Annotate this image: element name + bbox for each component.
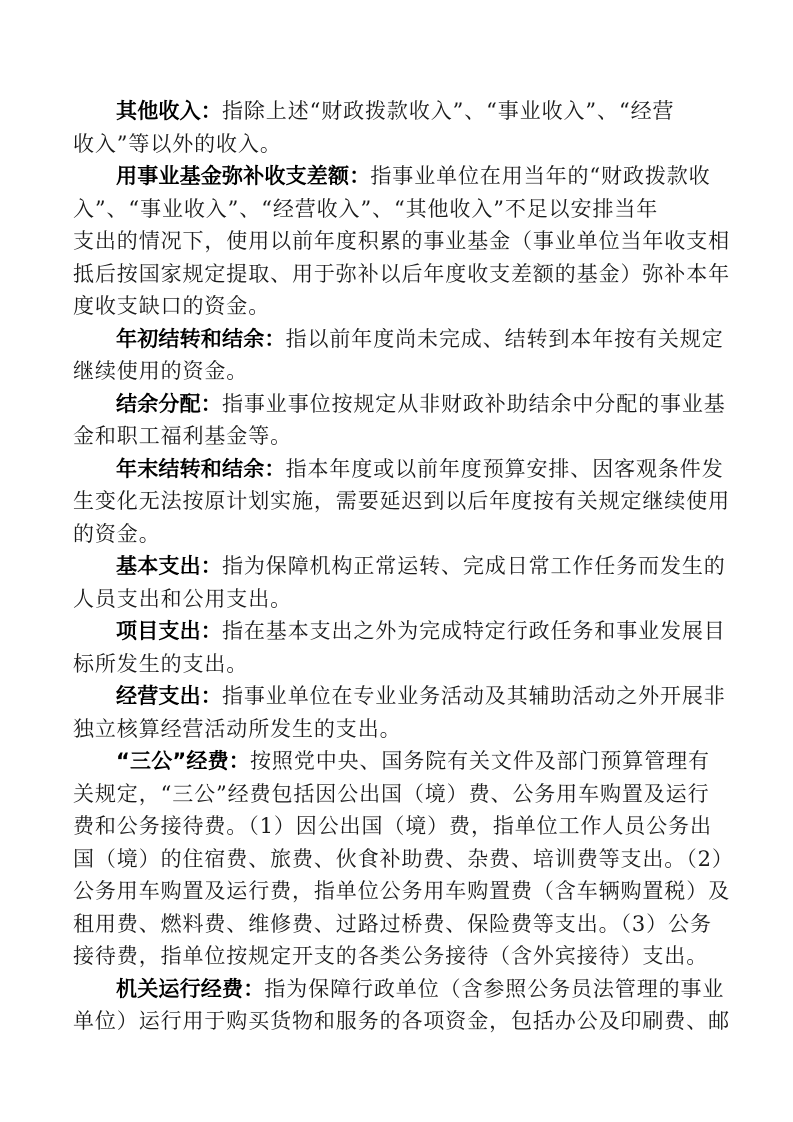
body-text: 支出的情况下，使用以前年度积累的事业基金（事业单位当年收支相 bbox=[73, 229, 730, 253]
text-line bbox=[73, 388, 726, 421]
text-line bbox=[73, 225, 730, 258]
body-text: 指本年度或以前年度预算安排、因客观条件发 bbox=[285, 456, 724, 481]
text-line bbox=[73, 1005, 730, 1038]
definition-paragraph bbox=[73, 745, 734, 973]
text-line bbox=[73, 875, 730, 908]
text-line bbox=[73, 160, 723, 193]
term-heading: 基本支出： bbox=[116, 554, 222, 578]
body-text: 生变化无法按原计划实施，需要延迟到以后年度按有关规定继续使用 bbox=[73, 489, 730, 513]
text-line bbox=[73, 940, 723, 973]
definition-paragraph bbox=[73, 550, 726, 615]
text-line bbox=[73, 973, 723, 1006]
text-line bbox=[73, 908, 723, 941]
body-text: 指以前年度尚未完成、结转到本年按有关规定 bbox=[285, 326, 724, 351]
body-text: 指除上述“财政拨款收入”、“事业收入”、“经营 bbox=[222, 99, 675, 123]
term-heading: 机关运行经费： bbox=[116, 976, 265, 1001]
body-text: 抵后按国家规定提取、用于弥补以后年度收支差额的基金）弥补本年 bbox=[73, 261, 730, 286]
body-text: 度收支缺口的资金。 bbox=[73, 294, 271, 318]
text-line bbox=[73, 453, 723, 486]
term-heading: 结余分配： bbox=[116, 391, 222, 416]
body-text: 收入”等以外的收入。 bbox=[73, 131, 282, 156]
body-text: 费和公务接待费。（1）因公出国（境）费，指单位工作人员公务出 bbox=[73, 814, 712, 838]
text-line bbox=[73, 258, 730, 291]
definition-paragraph bbox=[73, 160, 730, 323]
body-text: 公务用车购置及运行费，指单位公务用车购置费（含车辆购置税）及 bbox=[73, 879, 730, 903]
text-line bbox=[73, 420, 723, 453]
body-text: 的资金。 bbox=[73, 521, 161, 546]
body-text: 单位）运行用于购买货物和服务的各项资金，包括办公及印刷费、邮 bbox=[73, 1009, 730, 1033]
definition-paragraph bbox=[73, 388, 726, 453]
body-text: 关规定，“三公”经费包括因公出国（境）费、公务用车购置及运行 bbox=[73, 781, 710, 806]
body-text: 国（境）的住宿费、旅费、伙食补助费、杂费、培训费等支出。（2） bbox=[73, 846, 734, 871]
body-text: 指为保障行政单位（含参照公务员法管理的事业 bbox=[264, 976, 725, 1001]
body-text: 指在基本支出之外为完成特定行政任务和事业发展目 bbox=[222, 619, 726, 643]
text-line bbox=[73, 648, 723, 681]
definition-paragraph bbox=[73, 973, 730, 1038]
text-line bbox=[73, 485, 730, 518]
body-text: 继续使用的资金。 bbox=[73, 359, 249, 383]
text-line bbox=[73, 843, 734, 876]
body-text: 租用费、燃料费、维修费、过路过桥费、保险费等支出。（3）公务 bbox=[73, 911, 712, 936]
text-line bbox=[73, 680, 726, 713]
text-line bbox=[73, 713, 723, 746]
term-heading: 其他收入： bbox=[116, 99, 222, 123]
term-heading: 用事业基金弥补收支差额： bbox=[116, 164, 371, 188]
document-body bbox=[73, 95, 734, 1038]
text-line bbox=[73, 128, 723, 161]
body-text: 指为保障机构正常运转、完成日常工作任务而发生的 bbox=[222, 554, 726, 578]
body-text: 指事业单位在用当年的“财政拨款收 bbox=[370, 164, 711, 188]
body-text: 按照党中央、国务院有关文件及部门预算管理有 bbox=[250, 749, 710, 773]
definition-paragraph bbox=[73, 95, 723, 160]
definition-paragraph bbox=[73, 453, 730, 551]
text-line bbox=[73, 615, 726, 648]
definition-paragraph bbox=[73, 680, 726, 745]
term-heading: 年初结转和结余： bbox=[116, 326, 286, 351]
body-text: 接待费，指单位按规定开支的各类公务接待（含外宾接待）支出。 bbox=[73, 944, 709, 968]
text-line bbox=[73, 745, 723, 778]
text-line bbox=[73, 550, 726, 583]
body-text: 入”、“事业收入”、“经营收入”、“其他收入”不足以安排当年 bbox=[73, 196, 659, 221]
text-line bbox=[73, 583, 723, 616]
body-text: 金和职工福利基金等。 bbox=[73, 424, 292, 448]
text-line bbox=[73, 95, 723, 128]
text-line bbox=[73, 290, 723, 323]
text-line bbox=[73, 323, 723, 356]
definition-paragraph bbox=[73, 615, 726, 680]
text-line bbox=[73, 355, 723, 388]
term-heading: 年末结转和结余： bbox=[116, 456, 286, 481]
body-text: 独立核算经营活动所发生的支出。 bbox=[73, 716, 402, 741]
text-line bbox=[73, 193, 723, 226]
text-line bbox=[73, 778, 723, 811]
term-heading: “三公”经费： bbox=[116, 749, 251, 773]
body-text: 人员支出和公用支出。 bbox=[73, 586, 292, 611]
definition-paragraph bbox=[73, 323, 723, 388]
body-text: 指事业事位按规定从非财政补助结余中分配的事业基 bbox=[222, 391, 726, 416]
body-text: 标所发生的支出。 bbox=[73, 651, 249, 676]
term-heading: 项目支出： bbox=[116, 619, 222, 643]
body-text: 指事业单位在专业业务活动及其辅助活动之外开展非 bbox=[222, 684, 726, 708]
text-line bbox=[73, 810, 723, 843]
text-line bbox=[73, 518, 723, 551]
term-heading: 经营支出： bbox=[116, 684, 222, 708]
